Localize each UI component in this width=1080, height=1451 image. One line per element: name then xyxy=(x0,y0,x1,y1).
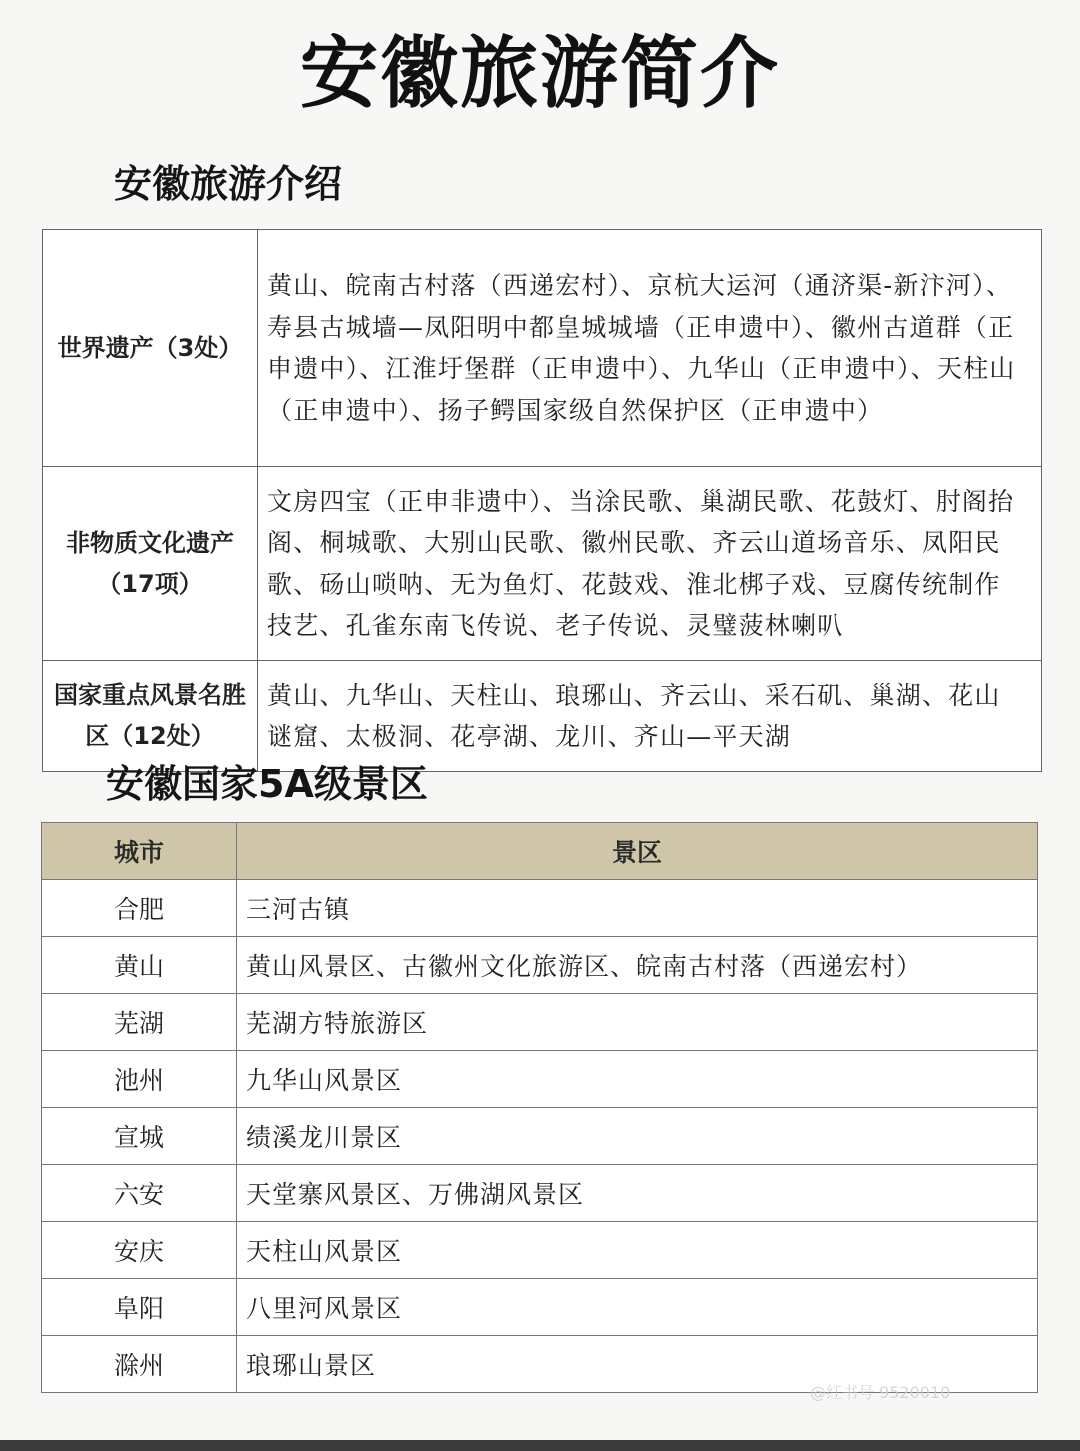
spots-cell: 绩溪龙川景区 xyxy=(237,1108,1038,1165)
intro-section-title: 安徽旅游介绍 xyxy=(114,162,343,206)
scenic-table xyxy=(41,822,1038,1393)
spots-cell: 八里河风景区 xyxy=(237,1279,1038,1336)
scenic-section-title: 安徽国家5A级景区 xyxy=(106,762,428,806)
spots-cell: 天堂寨风景区、万佛湖风景区 xyxy=(237,1165,1038,1222)
spots-cell: 天柱山风景区 xyxy=(237,1222,1038,1279)
intro-table xyxy=(42,229,1042,772)
spots-cell: 九华山风景区 xyxy=(237,1051,1038,1108)
city-cell: 宣城 xyxy=(42,1108,237,1165)
city-cell: 芜湖 xyxy=(42,994,237,1051)
table-row xyxy=(42,880,1038,937)
column-header-city: 城市 xyxy=(42,823,237,880)
table-row xyxy=(42,994,1038,1051)
intro-row-label: 非物质文化遗产（17项） xyxy=(43,467,258,661)
table-row xyxy=(42,937,1038,994)
watermark: @红书号 9520010 xyxy=(810,1383,951,1402)
table-header-row xyxy=(42,823,1038,880)
intro-row-label: 国家重点风景名胜区（12处） xyxy=(43,661,258,772)
city-cell: 黄山 xyxy=(42,937,237,994)
intro-row-content: 黄山、皖南古村落（西递宏村）、京杭大运河（通济渠-新汴河）、寿县古城墙—凤阳明中都皇城城墙（正申遗中）、徽州古道群（正申遗中）、江淮圩堡群（正申遗中）、九华山（正申遗中）、天柱山（正申遗中）、扬子鳄国家级自然保护区（正申遗中） xyxy=(258,230,1042,467)
spots-cell: 三河古镇 xyxy=(237,880,1038,937)
intro-row-content: 文房四宝（正申非遗中）、当涂民歌、巢湖民歌、花鼓灯、肘阁抬阁、桐城歌、大别山民歌、徽州民歌、齐云山道场音乐、凤阳民歌、砀山唢呐、无为鱼灯、花鼓戏、淮北梆子戏、豆腐传统制作技艺、孔雀东南飞传说、老子传说、灵璧菠林喇叭 xyxy=(258,467,1042,661)
city-cell: 阜阳 xyxy=(42,1279,237,1336)
city-cell: 合肥 xyxy=(42,880,237,937)
column-header-spots: 景区 xyxy=(237,823,1038,880)
table-row xyxy=(42,1165,1038,1222)
spots-cell: 黄山风景区、古徽州文化旅游区、皖南古村落（西递宏村） xyxy=(237,937,1038,994)
spots-cell: 琅琊山景区 xyxy=(237,1336,1038,1393)
table-row xyxy=(42,1108,1038,1165)
intro-row-scenic-areas xyxy=(43,661,1042,772)
intro-row-intangible-heritage xyxy=(43,467,1042,661)
table-row xyxy=(42,1051,1038,1108)
city-cell: 安庆 xyxy=(42,1222,237,1279)
city-cell: 滁州 xyxy=(42,1336,237,1393)
spots-cell: 芜湖方特旅游区 xyxy=(237,994,1038,1051)
intro-row-label: 世界遗产（3处） xyxy=(43,230,258,467)
intro-row-content: 黄山、九华山、天柱山、琅琊山、齐云山、采石矶、巢湖、花山谜窟、太极洞、花亭湖、龙川、齐山—平天湖 xyxy=(258,661,1042,772)
city-cell: 池州 xyxy=(42,1051,237,1108)
table-row xyxy=(42,1222,1038,1279)
page-title: 安徽旅游简介 xyxy=(299,29,780,119)
city-cell: 六安 xyxy=(42,1165,237,1222)
bottom-bar xyxy=(0,1440,1080,1451)
intro-row-world-heritage xyxy=(43,230,1042,467)
table-row xyxy=(42,1279,1038,1336)
